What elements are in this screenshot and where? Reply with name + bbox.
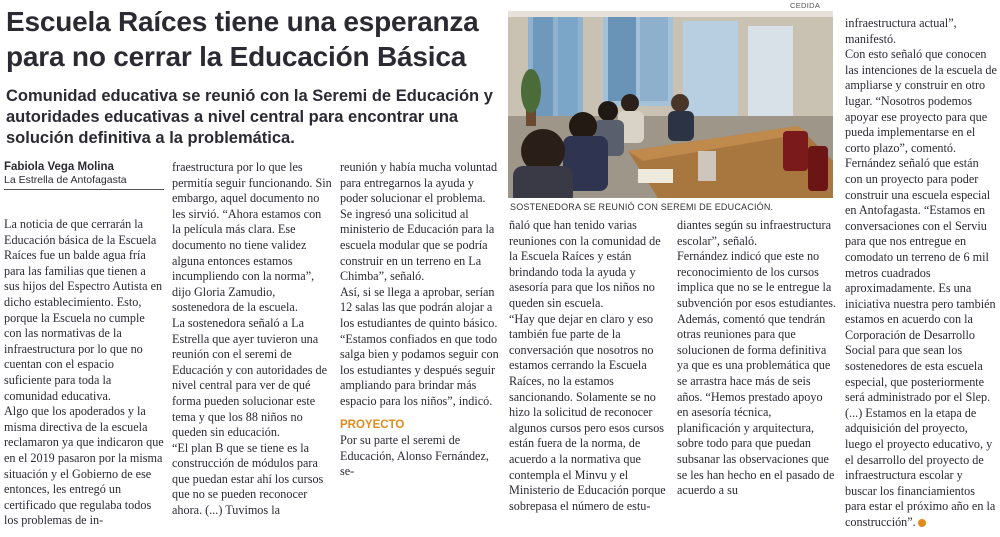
paragraph: La noticia de que cerrarán la Educación básica de la Escuela Raíces fue un balde agua fría para las familias que tienen a sus hijos del Espectro Autista en dicho establecimiento. Esto, porque la Escuela no cumple con las normativas de la infraestructura por lo que no cuentan con el espacio suficiente para toda la comunidad educativa. [4,217,163,403]
meeting-photo-illustration [508,11,833,198]
paragraph: “El plan B que se tiene es la construcción de módulos para que puedan estar ahí los cursos que no se pueden reconocer ahora. (...) Tuvimos la [172,440,324,518]
photo-caption: SOSTENEDORA SE REUNIÓ CON SEREMI DE EDUCACIÓN. [510,202,774,212]
photo-credit: CEDIDA [790,1,821,10]
headline: Escuela Raíces tiene una esperanza para no cerrar la Educación Básica [6,6,479,72]
paragraph: Por su parte el seremi de Educación, Alonso Fernández, se- [340,433,489,479]
subheadline: Comunidad educativa se reunió con la Seremi de Educación y autoridades educativas a nivel central para encontrar una solución definitiva a la problemática. [6,87,493,147]
paragraph: Además, comentó que tendrán otras reuniones para que solucionen de forma definitiva ya que es una problemática que se arrastra hace más de seis años. “Hemos prestado apoyo en asesoría técnica, planificación y arquitectura, sobre todo para que puedan subsanar las observaciones que se les han hecho en el pasado de acuerdo a su [677,311,835,498]
paragraph: diantes según su infraestructura escolar”, señaló. [677,218,831,248]
paragraph-text: Fernández señaló que están con un proyecto para poder construir una escuela especial en Antofagasta. “Estamos en conversaciones con el Serviu para que nos entregue en comodato un terreno de 6 mil metros cuadrados aproximadamente. Es una iniciativa nuestra pero también estamos en acuerdo con la Corporación de Desarrollo Social para que sean los sostenedores de esta escuela especial, que posteriormente será administrado por el Slep. (...) Estamos en la etapa de adquisición del proyecto, luego el proyecto educativo, y el desarrollo del proyecto de infraestructura escolar y buscar los financiamientos para estar el próximo año en la construcción”. [845,156,996,529]
paragraph: “Hay que dejar en claro y eso también fue parte de la conversación que nosotros no estamos cerrando la Escuela Raíces, no la estamos sancionando. Solamente se no hizo la solicitud de reconocer algunos cursos pero esos cursos están fuera de la norma, de acuerdo a la normativa que contempla el Minvu y el Ministerio de Educación porque sobrepasa el número de estu- [509,311,666,513]
paragraph: Así, si se llega a aprobar, serían 12 salas las que podrán alojar a los estudiantes de quinto básico. “Estamos confiados en que todo salga bien y podamos seguir con los estudiantes y después seguir ampliando para brindar más espacio para los niños”, indicó. [340,284,499,408]
paragraph: Algo que los apoderados y la misma directiva de la escuela reclamaron ya que indicaron que en el 2019 pasaron por la misma situación y el Gobierno de ese entonces, les entregó un certificado que regulaba todos los problemas de in- [4,404,164,528]
paragraph: reunión y había mucha voluntad para entregarnos la ayuda y poder solucionar el problema. Se ingresó una solicitud al ministerio de Educación para la escuela modular que se podría construir en un terreno en La Chimba”, señaló. [340,160,498,284]
paragraph: Fernández indicó que este no reconocimiento de los cursos implica que no se le entregue la subvención por esos estudiantes. [677,249,837,310]
section-kicker: PROYECTO [340,418,405,431]
paragraph: ñaló que han tenido varias reuniones con la comunidad de la Escuela Raíces y están brindando toda la ayuda y asesoría para que los niños no queden sin escuela. [509,218,661,310]
paragraph: La sostenedora señaló a La Estrella que ayer tuvieron una reunión con el seremi de Educación y con autoridades de nivel central para ver de qué forma pueden solucionar este tema y que los 88 niños no queden sin educación. [172,315,327,440]
article-column-4 [509,218,669,514]
article-column-5 [677,218,837,499]
article-photo [508,11,833,198]
article-column-6 [845,16,997,531]
byline-author: Fabiola Vega Molina [4,161,114,173]
article-column-2 [172,160,332,519]
paragraph: fraestructura por lo que les permitía seguir funcionando. Sin embargo, aquel documento no les sirvió. “Ahora estamos con la película más clara. Ese documento no tiene validez alguna entonces estamos incumpliendo con la norma”, dijo Gloria Zamudio, sostenedora de la escuela. [172,160,332,315]
paragraph: infraestructura actual”, manifestó. [845,16,957,46]
byline-outlet: La Estrella de Antofagasta [4,174,127,186]
article-column-1 [4,217,164,529]
paragraph: Con esto señaló que conocen las intenciones de la escuela de ampliarse y construir en otro lugar. “Nosotros podemos apoyar ese proyecto para que pueda implementarse en el corto plazo”, comentó. [845,47,997,155]
byline-divider [4,189,164,190]
byline [4,160,164,187]
paragraph [845,156,997,530]
article-column-3 [340,160,500,480]
end-mark-icon [918,519,926,527]
